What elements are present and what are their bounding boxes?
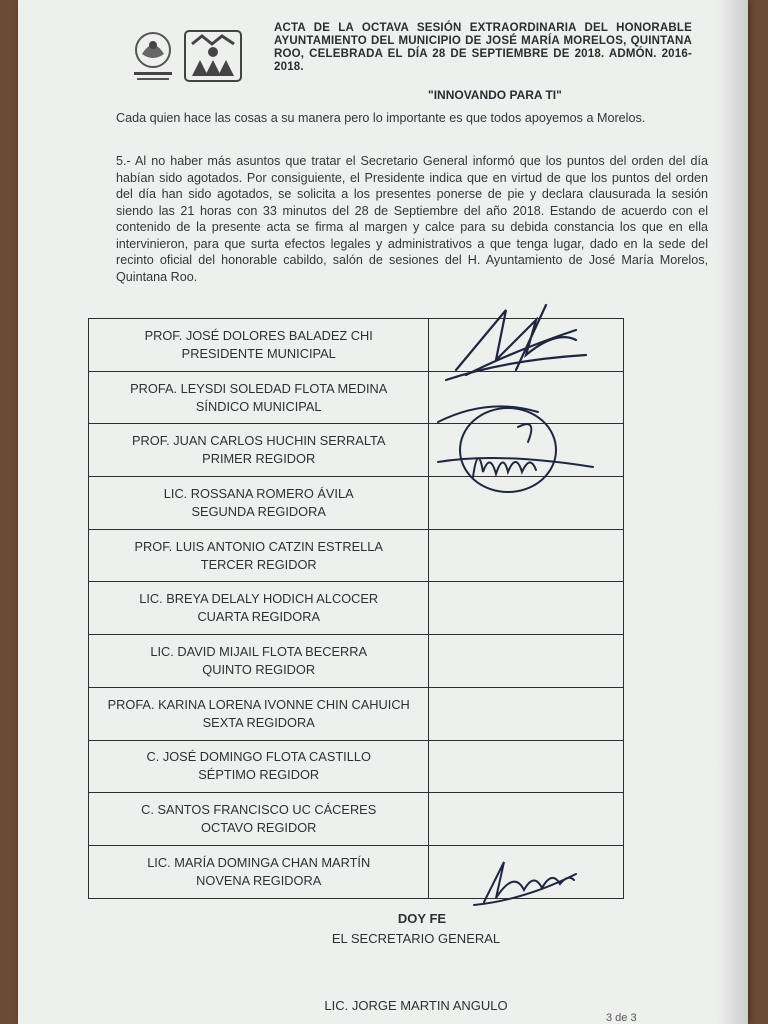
signatory-name: LIC. BREYA DELALY HODICH ALCOCER [139,591,379,607]
signatory-role: TERCER REGIDOR [200,556,317,572]
signatory-cell [89,319,429,372]
signature-cell [429,687,624,740]
document-header [128,22,738,108]
signature-row [89,529,624,582]
signature-cell [429,371,624,424]
signatory-cell [89,424,429,477]
signature-cell [429,793,624,846]
signature-cell [429,845,624,898]
signatory-name: PROFA. LEYSDI SOLEDAD FLOTA MEDINA [130,380,388,396]
signatory-role: SEXTA REGIDORA [202,714,315,730]
doy-fe-label: DOY FE [397,911,447,926]
signature-row [89,477,624,530]
signature-row [89,740,624,793]
signature-cell [429,424,624,477]
secretary-title: EL SECRETARIO GENERAL [331,931,501,946]
signature-row [89,845,624,898]
signature-cell [429,477,624,530]
signatory-cell [89,529,429,582]
session-title: ACTA DE LA OCTAVA SESIÓN EXTRAORDINARIA DEL HONORABLE AYUNTAMIENTO DEL MUNICIPIO DE JOSÉ MARÍA MORELOS, QUINTANA ROO, CELEBRADA EL DÍA 28 DE SEPTIEMBRE DE 2018. ADMÓN. 2016-2018. [274,22,692,73]
signature-row [89,582,624,635]
signature-cell [429,319,624,372]
signature-row [89,371,624,424]
municipality-logo-icon [184,30,242,82]
closing-paragraph: 5.- Al no haber más asuntos que tratar el Secretario General informó que los puntos del orden del día habían sido agotados. Por consiguiente, el Presidente indica que en virtud de que los puntos del orden del día han sido agotados, se solicita a los presentes ponerse de pie y declara clausurada la sesión siendo las 21 horas con 33 minutos del 28 de Septiembre del año 2018. Estando de acuerdo con el contenido de la presente acta se firma al margen y calce para su debida constancia los que en ella intervinieron, para que surta efectos legales y administrativos a que tenga lugar, dado en la sede del recinto oficial del honorable cabildo, salón de sesiones del H. Ayuntamiento de José María Morelos, Quintana Roo. [116,154,708,284]
signature-row [89,319,624,372]
signature-row [89,635,624,688]
signatory-name: LIC. DAVID MIJAIL FLOTA BECERRA [150,643,368,659]
signatory-cell [89,740,429,793]
signatory-role: OCTAVO REGIDOR [201,820,317,836]
signatory-role: PRESIDENTE MUNICIPAL [181,345,336,361]
closing-remark: Cada quien hace las cosas a su manera pero lo importante es que todos apoyemos a Morelos. [116,111,646,125]
signatory-role: SÉPTIMO REGIDOR [198,767,320,783]
signature-row [89,687,624,740]
signatory-name: C. JOSÉ DOMINGO FLOTA CASTILLO [146,749,371,765]
page-edge-shadow [718,0,748,1024]
signatory-role: SEGUNDA REGIDORA [191,503,326,519]
signatory-cell [89,845,429,898]
signature-row [89,424,624,477]
signatory-cell [89,793,429,846]
signatory-cell [89,477,429,530]
signatory-name: PROFA. KARINA LORENA IVONNE CHIN CAHUICH [107,696,410,712]
signatory-role: QUINTO REGIDOR [202,661,316,677]
signatory-name: PROF. JUAN CARLOS HUCHIN SERRALTA [132,433,386,449]
signatory-cell [89,371,429,424]
signatory-name: PROF. JOSÉ DOLORES BALADEZ CHI [144,327,373,343]
signatory-role: PRIMER REGIDOR [202,451,316,467]
document-page [18,0,748,1024]
signatory-name: PROF. LUIS ANTONIO CATZIN ESTRELLA [134,538,383,554]
signature-cell [429,582,624,635]
signatory-role: CUARTA REGIDORA [197,609,320,625]
secretary-name: LIC. JORGE MARTIN ANGULO [324,998,508,1013]
signatory-cell [89,582,429,635]
slogan: "INNOVANDO PARA TI" [428,88,562,102]
signatory-role: NOVENA REGIDORA [196,872,322,888]
signatory-cell [89,687,429,740]
signature-cell [429,740,624,793]
signatory-role: SÍNDICO MUNICIPAL [195,398,322,414]
signatory-name: LIC. ROSSANA ROMERO ÁVILA [163,485,354,501]
signatory-cell [89,635,429,688]
signature-table [88,318,624,899]
national-seal-icon [128,28,178,86]
signatory-name: LIC. MARÍA DOMINGA CHAN MARTÍN [147,854,371,870]
signature-cell [429,529,624,582]
signature-row [89,793,624,846]
page-number: 3 de 3 [606,1012,637,1024]
signatory-name: C. SANTOS FRANCISCO UC CÁCERES [141,802,377,818]
signature-cell [429,635,624,688]
